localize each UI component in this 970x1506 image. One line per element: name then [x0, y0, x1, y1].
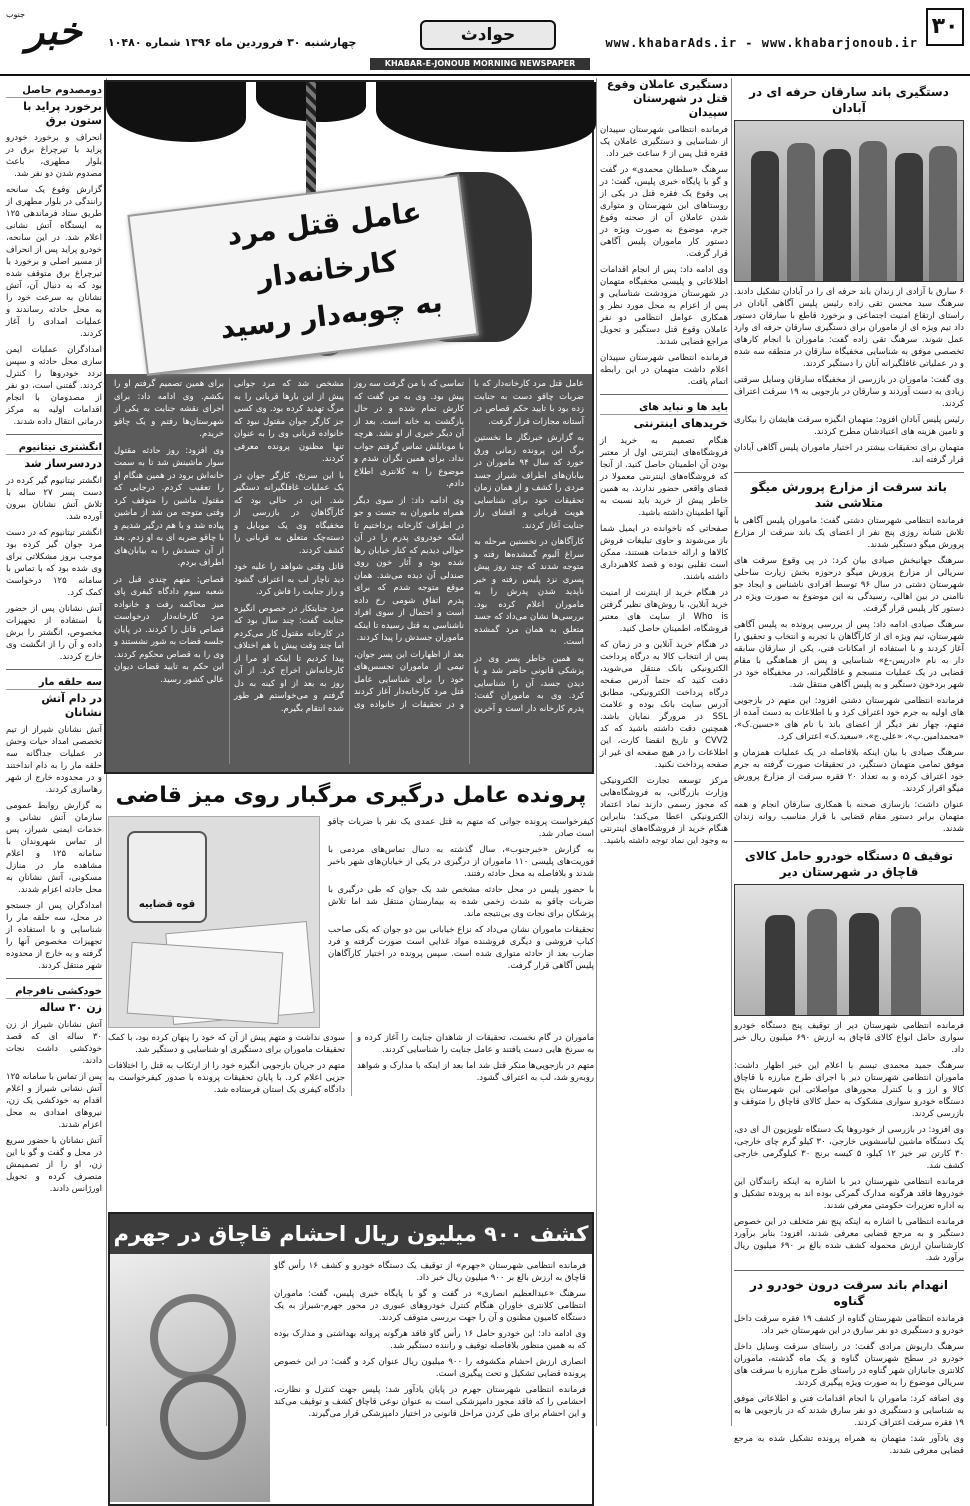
feature-paragraph: کارآگاهان در نخستین مرحله به سراغ آلبوم گمشده‌ها رفته و متوجه شدند که چند روز پیش پسری نزد پلیس رفته و خبر ناپدید شدن پدرش را به ماموران اعلام کرده بود. بررسی‌ها نشان می‌داد که جسد متعلق به همان مرد گمشده است. — [474, 537, 584, 647]
story-paragraph: پس از تماس با سامانه ۱۲۵ آتش نشانی شیراز و اعلام اقدام به خودکشی یک زن، نیروهای امدادی به محل اعزام شدند. — [6, 1072, 102, 1130]
story-paragraph: وی ادامه داد: پس از انجام اقدامات اطلاعاتی و پلیسی مخفیگاه متهمان در شهرستان مرودشت شناسایی و پس از اعزام به محل مورد نظر و همکاری عوامل انتظامی دو نفر عاملان وقوع قتل دستگیر و تحویل مراجع قضایی شدند. — [600, 265, 728, 347]
story-kicker: باید ها و نباید های — [600, 401, 728, 415]
paper-stack — [127, 942, 284, 1024]
court-headline: پرونده عامل درگیری مرگبار روی میز قاضی — [115, 783, 587, 808]
column-rule — [731, 78, 732, 1426]
suspects-photo — [734, 120, 964, 282]
story-paragraph: سرهنگ داریوش مرادی گفت: در راستای سرقت وسایل داخل خودرو در سطح شهرستان گناوه و یک ماه گذشته، ماموران کلانتری جانبازان شهر گناوه در راستای طرح مبارزه با سرقت های سریالی موضوع را به صورت ویژه پیگیری کردند. — [734, 1342, 964, 1388]
section-title: حوادث — [420, 20, 556, 50]
story-paragraph: متهم در بازجویی‌ها منکر قتل شد اما بعد از اینکه با مدارک و شواهد روبه‌رو شد، لب به اعتراف گشود. — [357, 1061, 594, 1083]
story-paragraph: فرمانده انتظامی شهرستان گناوه از کشف ۱۹ فقره سرقت داخل خودرو و دستگیری دو نفر سارق در این شهرستان خبر داد. — [734, 1314, 964, 1336]
story-paragraph: آتش نشانان پس از حضور با استفاده از تجهیزات مخصوص، انگشتر را برش داده و آن را از انگشت وی خارج کردند. — [6, 604, 102, 662]
story-divider — [6, 669, 102, 670]
story-paragraph: گزارش وقوع یک سانحه رانندگی در بلوار مطهری از طریق ستاد فرماندهی ۱۲۵ به ایستگاه آتش نشانی اعلام شد. در این سانحه، خودرو پراید پس از انحراف از مسیر اصلی و برخورد با تیرچراغ برق متوقف شده بود که به دنبال آن، آتش نشانان به سرعت خود را به محل حادثه رساندند و عملیات امدادی را آغاز کردند. — [6, 185, 102, 339]
feature-paragraph: با این سرنخ، کارگر جوان در یک عملیات غافلگیرانه دستگیر شد. این در حالی بود که کارآگاهان در بازرسی از مخفیگاه وی یک موبایل و دسته‌چک متعلق به قربانی را کشف کردند. — [234, 470, 344, 556]
handcuff-icon — [150, 1294, 236, 1380]
feature-paragraph: مرد جنایتکار در خصوص انگیزه جنایت گفت: چند سال بود که در کارخانه مقتول کار می‌کردم اما چند وقت پیش با هم اختلاف پیدا کردیم تا اینکه او مرا از کارخانه‌اش اخراج کرد. از آن روز به بعد از او کینه به دل گرفتم و می‌خواستم هر طور شده انتقام بگیرم. — [234, 603, 344, 714]
story-paragraph: فرمانده انتظامی شهرستان دیر با اشاره به اینکه رانندگان این خودروها فاقد هرگونه مدارک گمرکی بوده اند به پرونده تشکیل و به اداره تعزیرات حکومتی معرفی شدند. — [734, 1177, 964, 1211]
story-kicker: انگشتری تیتانیوم — [6, 441, 102, 455]
feature-headline-line: کارخانه‌دار — [254, 244, 399, 295]
feature-article — [104, 80, 594, 774]
issue-dateline: چهارشنبه ۳۰ فروردین ماه ۱۳۹۶ شماره ۱۰۴۸۰ — [108, 36, 357, 49]
feature-paragraph: به همین خاطر پسر وی در پزشکی قانونی حاضر شد و با دیدن جسد، آن را شناسایی کرد. وی به ماموران گفت: پدرم کارخانه دار است و آخرین تماسی که با من گرفت سه روز پیش بود. وی به من گفت که کارش تمام شده و در حال بازگشت به خانه است. بعد از آن دیگر خبری از او نشد. هرچه با موبایلش تماس گرفتم جواب نداد. برای همین نگران شدم و موضوع را به کلانتری اطلاع دادم. — [353, 379, 584, 714]
column-rule — [596, 78, 597, 1426]
story-headline: انهدام باند سرقت درون خودرو در گناوه — [749, 1278, 949, 1308]
feature-paragraph: برای همین تصمیم گرفتم او را بکشم. وی ادامه داد: برای اجرای نقشه جنایت به یکی از شهرستان‌ها رفتم و یک چاقو خریدم. — [114, 379, 224, 439]
story-paragraph: رئیس پلیس آبادان افزود: متهمان انگیزه سرقت هایشان را بیکاری و تامین هزینه های اعتیادشان مطرح کردند. — [734, 415, 964, 437]
story-paragraph: انگشتر تیتانیوم گیر کرده در دست پسر ۲۷ ساله با تلاش آتش نشانان بیرون آورده شد. — [6, 476, 102, 522]
court-files-photo — [108, 816, 320, 1028]
story-headline: خریدهای اینترنتی — [633, 417, 728, 430]
story-paragraph: انحراف و برخورد خودرو پراید با تیرچراغ برق در بلوار مطهری، باعث مصدوم شدن دو نفر شد. — [6, 133, 102, 179]
story-headline: دستگیری عاملان وقوع قتل در شهرستان سپیدان — [606, 78, 728, 119]
story-paragraph: فرمانده انتظامی شهرستان «جهرم» از توقیف یک دستگاه خودرو و کشف ۱۶ رأس گاو قاچاق به ارزش بالغ بر ۹۰۰ میلیون ریال خبر داد. — [274, 1261, 586, 1283]
story-paragraph: فرمانده انتظامی شهرستان سپیدان از شناسایی و دستگیری عاملان یک فقره قتل پس از ۶ ساعت خبر داد. — [600, 125, 728, 159]
story-paragraph: سرهنگ حمید محمدی تبسم با اعلام این خبر اظهار داشت: ماموران انتظامی شهرستان دیر با اجرای طرح مبارزه با قاچاق کالا و ارز و با کنترل محورهای مواصلاتی این شهرستان پنج دستگاه خودرو سواری مشکوک به حمل کالای قاچاق را متوقف و بازرسی کردند. — [734, 1061, 964, 1119]
suspect-figure — [751, 151, 779, 281]
ink-splash — [106, 82, 246, 142]
story-kicker: دومصدوم حاصل — [6, 84, 102, 98]
court-article — [108, 816, 594, 1206]
story-paragraph: متهم در جریان بازجویی انگیزه خود را از ارتکاب به قتل را اختلافات جزیی اعلام کرد. با پایان تحقیقات پرونده با صدور کیفرخواست به دادگاه کیفری یک استان فرستاده شد. — [108, 1061, 345, 1095]
smuggling-text — [274, 1260, 586, 1424]
feature-paragraph: قصاص: متهم چندی قبل در شعبه سوم دادگاه کیفری پای میز محاکمه رفت و خانواده مرد کارخانه‌دار درخواست قصاص قاتل را کردند. در پایان جلسه قضات به شور نشستند و وی را به قصاص محکوم کردند. این حکم به تایید قضات دیوان عالی کشور رسید. — [114, 574, 224, 685]
handcuffs-photo — [110, 1254, 270, 1502]
story-paragraph: سرهنگ صیادی با بیان اینکه بلافاصله در یک عملیات همزمان و موفق تمامی متهمان دستگیر، در تحقیقات صورت گرفته به جرم خود اعتراف کرده و به تعداد ۲۰ فقره سرقت از مزارع پرورش میگو اقرار کردند. — [734, 748, 964, 794]
story-paragraph: وی گفت: ماموران در بازرسی از مخفیگاه سارقان وسایل سرقتی زیادی به دست آوردند و سارقان در بازجویی به ۱۹ سرقت اعتراف کردند. — [734, 375, 964, 409]
story-paragraph: سرهنگ جهانبخش صیادی بیان کرد: در پی وقوع سرقت های سریالی از مزارع پرورش میگو درحوزه بخش زیارت ساحلی شهرستان دشتی در سال ۹۶ توسط افرادی ناشناس و ایجاد جو ناامنی در بین اهالی، رسیدگی به این موضوع به صورت ویژه در دستور کار پلیس قرار گرفت. — [734, 556, 964, 614]
story-headline: دردسرساز شد — [24, 457, 102, 470]
feature-paragraph: وی افزود: روز حادثه مقتول سوار ماشینش شد تا به سمت خانه‌اش برود در همین هنگام او را تعقیب کردم. درجایی که مقتول ماشین را متوقف کرد وقتی متوجه من شد از ماشین پیاده شد و با هم درگیر شدیم و با چاقو ضربه ای به او زدم. بعد از آن جسدش را به بیابان‌های اطراف بردم. — [114, 445, 224, 568]
feature-paragraph: عامل قتل مرد کارخانه‌دار که با ضربات چاقو دست به جنایت زده بود با تایید حکم قصاص در آستانه مجازات قرار گرفت. — [474, 379, 584, 427]
story-paragraph: متهمان برای تحقیقات بیشتر در اختیار ماموران پلیس آگاهی آبادان قرار گرفته اند. — [734, 443, 964, 465]
story-paragraph: انصاری ارزش احشام مکشوفه را ۹۰۰ میلیون ریال عنوان کرد و گفت: در این خصوص پرونده قضایی تشکیل و تحت پیگیری است. — [274, 1357, 586, 1379]
feature-headline-line: به چوبه‌دار رسید — [218, 285, 445, 346]
page-number: ۳۰ — [926, 8, 964, 46]
story-paragraph: ماموران در گام نخست، تحقیقات از شاهدان جنایت را آغاز کرده و به سرنخ هایی دست یافتند و عامل جنایت را شناسایی کردند. — [357, 1033, 594, 1055]
right-column — [734, 78, 965, 1456]
story-headline: باند سرقت از مزارع پرورش میگو متلاشی شد — [750, 480, 948, 510]
story-paragraph: امدادگران پس از جستجو در محل، سه حلقه مار را شناسایی و با استفاده از تجهیزات مخصوص آنها را گرفته و به خارج از محدوده شهر منتقل کردند. — [6, 901, 102, 971]
masthead — [0, 0, 970, 76]
story-headline: توقیف ۵ دستگاه خودرو حامل کالای قاچاق در شهرستان دیر — [744, 849, 954, 879]
detainee-figure — [765, 915, 795, 1015]
story-paragraph: به گزارش «خبرجنوب»، سال گذشته به دنبال تماس‌های مردمی با فوریت‌های پلیسی ۱۱۰ ماموران از درگیری در یکی از خیابان‌های شهر باخبر شدند و بلافاصله به محل حادثه رفتند. — [328, 845, 595, 879]
story-paragraph: فرمانده انتظامی شهرستان جهرم در پایان یادآور شد: پلیس جهت کنترل و نظارت، احشامی را که فاقد مجوز دامپزشکی است به عنوان نوعی قاچاق کشف و توقیف می‌کند و این احشام برای طی کردن مراحل قانونی در اختیار دامپزشکی قرار می‌گیرند. — [274, 1385, 586, 1419]
left-column — [6, 78, 102, 1426]
story-paragraph: فرمانده انتظامی شهرستان دیر از توقیف پنج دستگاه خودرو سواری حامل انواع کالای قاچاق به ارزش ۶۹۰ میلیون ریال خبر داد. — [734, 1021, 964, 1055]
masthead-subtitle: KHABAR-E-JONOUB MORNING NEWSPAPER — [370, 58, 590, 70]
logo-tag: جنوب — [6, 10, 26, 19]
suspect-figure — [859, 141, 887, 281]
logo-text: خبر — [26, 8, 82, 53]
story-divider — [734, 472, 964, 473]
handcuff-icon — [160, 1374, 246, 1460]
story-paragraph: هنگام تصمیم به خرید از فروشگاه‌های اینترنتی اول از معتبر بودن آن اطمینان حاصل کنید. از آنجا که فروشگاه‌های اینترنتی معمولا در فضای واقعی حضور ندارند، به همین خاطر پیش از خرید باید نسبت به آنها اطمینان داشته باشید. — [600, 436, 728, 518]
suspect-figure — [823, 149, 851, 281]
story-paragraph: فرمانده انتظامی شهرستان دشتی افزود: این متهم در بازجویی های اولیه به جرم خود اعتراف کرد و با اطلاعات به دست آمده از متهم، چهار نفر دیگر از اعضای باند با نام های «حسین.ک»، «محمدامین.پ»، «علی.ج»، «سعید.ک» اعتراف کرد. — [734, 696, 964, 742]
story-headline: دستگیری باند سارقان حرفه ای در آبادان — [749, 85, 949, 115]
story-headline: برخورد پراید با ستون برق — [23, 100, 102, 127]
story-paragraph: آتش نشانان شیراز از زن ۳۰ ساله ای که قصد خودکشی داشت نجات دادند. — [6, 1020, 102, 1066]
feature-illustration — [106, 82, 592, 374]
story-divider — [600, 394, 728, 395]
story-headline: زن ۳۰ ساله — [39, 1001, 102, 1014]
story-divider — [734, 841, 964, 842]
feature-paragraph: به گزارش خبرنگار ما نخستین برگ این پرونده زمانی ورق خورد که سال ۹۴ ماموران در بیابان‌های اطراف شیراز جسد مردی را کشف و از همان زمان تحقیقات خود برای شناسایی هویت قربانی و افشای راز جنایت آغاز کردند. — [474, 433, 584, 531]
feature-paragraph: قاتل وقتی شواهد را علیه خود دید ناچار لب به اعتراف گشود و راز جنایت را فاش کرد. — [234, 562, 344, 597]
story-paragraph: آتش نشانان با حضور سریع در محل و گفت و گو با این زن، او را از تصمیمش منصرف کرده و تحویل اورژانس دادند. — [6, 1136, 102, 1194]
detainees-photo — [734, 884, 964, 1016]
story-paragraph: فرمانده انتظامی شهرستان سپیدان اعلام داشت متهمان در این رابطه اتمام یافت. — [600, 353, 728, 387]
middle-column — [600, 78, 728, 1426]
story-paragraph: آتش نشانان شیراز از تیم تخصصی امداد حیات وحش در عملیات جداگانه سه حلقه مار را به دام انداختند و در محدوده خارج از شهر رهاسازی کردند. — [6, 725, 102, 795]
story-paragraph: وی اضافه کرد: ماموران با انجام اقدامات فنی و اطلاعاتی موفق به شناسایی و دستگیری دو نفر سارق شدند که در بازجویی ها به ۱۹ فقره سرقت اعتراف کردند. — [734, 1394, 964, 1428]
story-paragraph: وی افزود: در بازرسی از خودروها یک دستگاه تلویزیون ال ای دی، یک دستگاه ماشین لباسشویی خارجی، ۳۰ کیلو گرم چای خارجی، ۳۰ کارتن تیر خیز ۱۲ کیلو، ۵ کیسه برنج ۳۰ کیلوگرمی خارجی کشف شد. — [734, 1125, 965, 1171]
story-paragraph: سرهنگ «عبدالعظیم انصاری» در گفت و گو با پایگاه خبری پلیس، گفت: ماموران انتظامی کلانتری خاوران هنگام کنترل خودروهای عبوری در محور جهرم-شیراز به یک دستگاه کامیون مظنون و آن را جهت بررسی متوقف کردند. — [274, 1289, 586, 1323]
story-divider — [6, 978, 102, 979]
court-text-lower — [108, 1032, 594, 1096]
story-paragraph: با حضور پلیس در محل حادثه مشخص شد یک جوان که طی درگیری با ضربات چاقو به شدت زخمی شده به بیمارستان منتقل شد اما تلاش پزشکان برای نجات وی بی‌نتیجه ماند. — [328, 885, 594, 919]
story-paragraph: وی یادآور شد: متهمان به همراه پرونده تشکیل شده به مرجع قضایی معرفی شدند. — [734, 1434, 964, 1456]
story-paragraph: صفحاتی که ناخوانده در ایمیل شما باز می‌شوند و حاوی تبلیغات فروش کالاها و ارائه خدمات هستند، ممکن است تقلبی بوده و قصد کلاهبرداری داشته باشند. — [600, 524, 728, 582]
smuggling-headline: کشف ۹۰۰ میلیون ریال احشام قاچاق در جهرم — [110, 1214, 592, 1254]
feature-paragraph: وی ادامه داد: از سوی دیگر همراه ماموران به جست و جو در اطراف کارخانه پرداختیم تا اینکه خودروی پدرم را در آن حوالی دیدیم که کنار خیابان رها شده بود و آثار خون روی صندلی آن دیده می‌شد. همان موقع متوجه شدم که برای پدرم اتفاق شومی رخ داده است و احتمال از سوی افراد ناشناسی به قتل رسیده تا اینکه ماموران جسدش را پیدا کردند. — [354, 495, 464, 643]
story-kicker: سه حلقه مار — [6, 676, 102, 690]
detainee-figure — [891, 907, 921, 1015]
story-paragraph: در هنگام خرید از اینترنت از امنیت خرید آنلاین، با روش‌های نظیر گرفتن Who is از سایت های معتبر فروشگاه، اطمینان حاصل کنید. — [600, 588, 728, 634]
story-paragraph: وی ادامه داد: این خودرو حامل ۱۶ رأس گاو فاقد هرگونه پروانه بهداشتی و مدارک بوده که به همین منظور بلافاصله توقیف و راننده دستگیر شد. — [274, 1329, 587, 1351]
feature-paragraph: بعد از اظهارات این پسر جوان، تیمی از ماموران تجسس‌های خود را برای شناسایی عامل قتل مرد کارخانه‌دار آغاز کردند و در تحقیقات از خانواده وی مشخص شد که مرد جوانی پیش از این بارها قربانی را به مرگ تهدید کرده بود. وی کسی جز کارگر جوان مقتول نبود که خانواده قربانی وی را به عنوان تنها مظنون پرونده معرفی کردند. — [234, 379, 464, 710]
story-paragraph: سرهنگ «سلطان محمدی» در گفت و گو با پایگاه خبری پلیس، گفت: در پی وقوع یک فقره قتل در یکی از روستاهای این شهرستان و متواری شدن عاملان آن از صحنه وقوع جرم، موضوع به صورت ویژه در دستور کار ماموران پلیس آگاهی قرار گرفت. — [600, 165, 728, 259]
suspect-figure — [929, 146, 957, 281]
story-paragraph: فرمانده انتظامی شهرستان دشتی گفت: ماموران پلیس آگاهی با تلاش شبانه روزی پنج نفر از اعضای یک باند سرقت از مزارع پرورش میگو دستگیر شدند. — [734, 516, 964, 550]
newspaper-logo — [6, 4, 102, 58]
story-paragraph: سودی نداشت و متهم پیش از آن که خود را پنهان کرده بود، با کمک تحقیقات ماموران برای دستگیری او شناسایی و دستگیر شد. — [108, 1033, 345, 1055]
story-paragraph: تحقیقات ماموران نشان می‌داد که نزاع خیابانی بین دو جوان که یکی صاحب کباب فروشی و دیگری فروشنده مواد غذایی است صورت گرفته و فرد ضارب بعد از حادثه متواری شده است. سپس پرونده در اختیار کارآگاهان پلیس آگاهی قرار گرفت. — [328, 925, 594, 971]
story-paragraph: انگشتر تیتانیوم که در دست مرد جوان گیر کرده بود موجب بروز مشکلاتی برای وی شده بود که با تماس با سامانه ۱۲۵ درخواست کمک کرد. — [6, 528, 102, 598]
site-urls[interactable]: www.khabarAds.ir - www.khabarjonoub.ir — [605, 36, 918, 50]
story-paragraph: سرهنگ صیادی ادامه داد: پس از بررسی پرونده به پلیس آگاهی شهرستان، تیم ویژه ای از کارآگاهان با تجربه و انتخاب و تحقیق را آغاز کردند و با استفاده از امکانات فنی، یکی از سارقان سابقه دار به نام «ادریس-ع» شناسایی و پس از هماهنگی با مقام قضایی در یک عملیات منسجم و غافلگیرانه، در مخفیگاه خود در شهر بردخون دستگیر و به پلیس آگاهی منتقل شد. — [734, 620, 964, 690]
smuggling-article — [108, 1212, 594, 1506]
story-paragraph: در هنگام خرید آنلاین و در زمان که پس از انتخاب کالا به درگاه پرداخت الکترونیکی بانک منتقل می‌شوید، دقت کنید که حتما آدرس صفحه درگاه پرداخت الکترونیکی، مطابق آدرس سایت بانک بوده و علامت SSL در مرورگر نمایان باشد. همچنین دقت داشته باشید که کد CVV2 و تاریخ انقضا کارت، این اطلاعات را در هیچ صفحه ای غیر از صفحه پرداخت نکنید. — [600, 640, 728, 770]
main-column — [108, 78, 594, 1426]
detainee-figure — [849, 913, 879, 1015]
suspect-figure — [787, 143, 815, 281]
headline-sign — [127, 174, 478, 375]
judiciary-emblem: قوه قضاییه — [127, 831, 207, 923]
story-headline: در دام آتش نشانان — [41, 692, 102, 719]
story-divider — [734, 1270, 964, 1271]
story-divider — [6, 434, 102, 435]
story-kicker: خودکشی نافرجام — [6, 985, 102, 999]
story-paragraph: ۶ سارق با آزادی از زندان باند حرفه ای را در آبادان تشکیل دادند. سرهنگ سید محسن تقی زاده رئیس پلیس آگاهی آبادان در راستای ارتقاع امنیت اجتماعی و برخورد قاطع با سارقان دستور داد تیم ویژه ای از ماموران برای دستگیری سارقان حرفه ای وارد عمل شوند. سرهنگ تقی زاده گفت: ماموران با انجام کارهای تخصصی موفق به شناسایی مخفیگاه سارقان در منطقه سه شده و در عملیاتی غافلگیرانه آنان را دستگیر کردند. — [734, 287, 964, 369]
feature-headline-line: عامل قتل مرد — [225, 195, 424, 252]
story-paragraph: به گزارش روابط عمومی سازمان آتش نشانی و خدمات ایمنی شیراز، پس از تماس شهروندان با سامانه ۱۲۵ و اعلام مشاهده مار در منازل مسکونی، آتش نشانان به محل حادثه اعزام شدند. — [6, 801, 103, 895]
story-paragraph: امدادگران عملیات ایمن سازی محل حادثه و سپس تردد خودروها را کنترل کردند. گفتنی است، دو نفر از مصدومان با انجام اقدامات اولیه به مرکز درمانی انتقال داده شدند. — [6, 345, 102, 427]
story-paragraph: فرمانده انتظامی با اشاره به اینکه پنج نفر متخلف در این خصوص دستگیر و به مرجع قضایی معرفی شدند، افزود: بنابر برآورد کارشناسان ارزش محموله کشف شده بالغ بر ۶۹۰ میلیون ریال برآورد شد. — [734, 1217, 964, 1263]
story-paragraph: کیفرخواست پرونده جوانی که متهم به قتل عمدی یک نفر با ضربات چاقو است صادر شد. — [328, 817, 594, 839]
court-text — [328, 816, 594, 976]
story-paragraph: مرکز توسعه تجارت الکترونیکی وزارت بازرگانی، به فروشگاه‌هایی که مجوز رسمی دارند نماد اعتماد الکترونیکی اعطا می‌کند؛ بنابراین هنگام خرید از فروشگاه‌های اینترنتی به وجود این نماد توجه داشته باشید. — [600, 776, 728, 846]
detainee-figure — [807, 909, 837, 1015]
story-paragraph: عنوان داشت: بازسازی صحنه با همکاری سارقان انجام و همه متهمان برابر دستور مقام قضایی با قرار مناسب روانه زندان شدند. — [734, 800, 964, 834]
suspect-figure — [895, 153, 923, 281]
ink-splash — [376, 82, 596, 152]
feature-body — [114, 378, 584, 764]
